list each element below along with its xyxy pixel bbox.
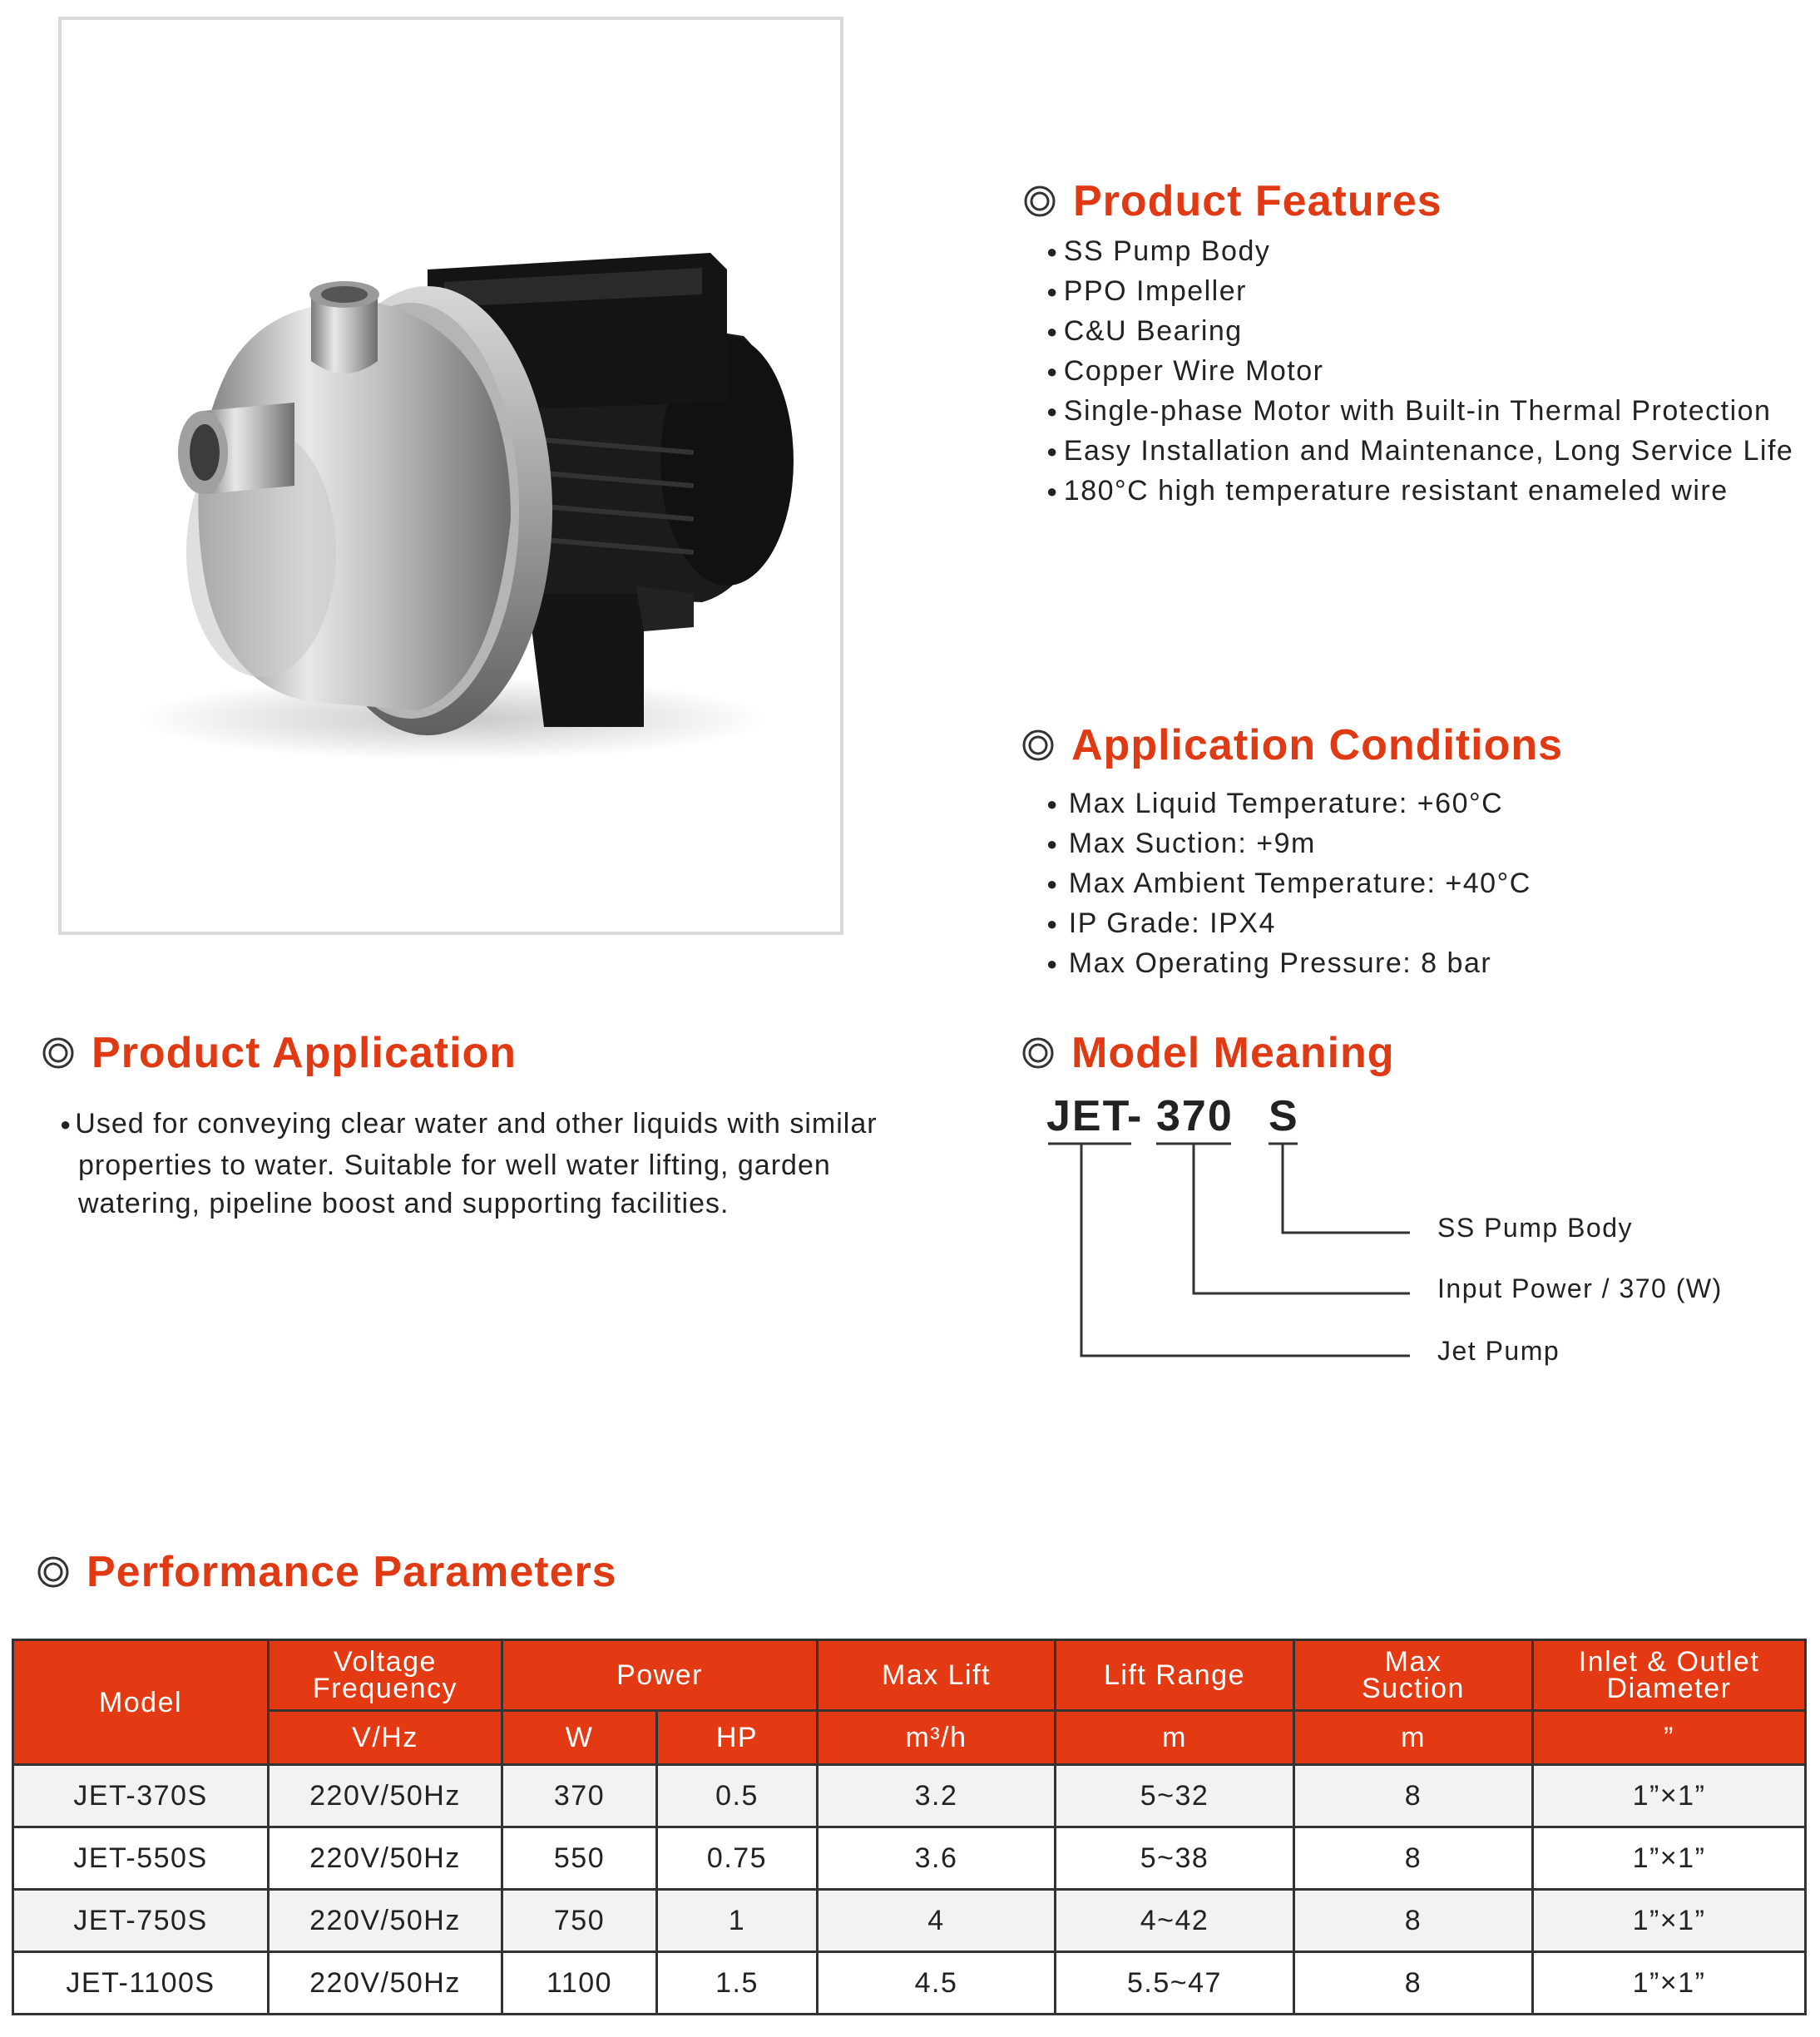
- feature-item: ● 180°C high temperature resistant enameled wire: [1046, 472, 1793, 512]
- cell-voltage: 220V/50Hz: [269, 1890, 502, 1952]
- cell-diameter: 1”×1”: [1533, 1827, 1806, 1890]
- header-max-suction: Max Suction: [1294, 1640, 1533, 1711]
- feature-item: ● C&U Bearing: [1046, 313, 1793, 353]
- cell-max-lift: 4.5: [818, 1952, 1056, 2015]
- cell-model: JET-370S: [13, 1765, 269, 1827]
- header-power: Power: [502, 1640, 818, 1711]
- model-meaning-connectors: [1040, 1140, 1422, 1364]
- double-circle-icon: [1023, 185, 1056, 218]
- application-text: [60, 1105, 878, 1223]
- application-title: Product Application: [91, 1029, 517, 1077]
- header-diameter: Inlet & Outlet Diameter: [1533, 1640, 1806, 1711]
- table-row: [13, 1890, 1806, 1952]
- model-meaning-heading: [1021, 1028, 1395, 1078]
- feature-item: ● SS Pump Body: [1046, 233, 1793, 273]
- cell-voltage: 220V/50Hz: [269, 1765, 502, 1827]
- cell-max-suction: 8: [1294, 1890, 1533, 1952]
- cell-power-hp: 1: [657, 1890, 818, 1952]
- double-circle-icon: [37, 1555, 70, 1589]
- application-line: properties to water. Suitable for well water lifting, garden: [78, 1150, 831, 1181]
- cell-model: JET-550S: [13, 1827, 269, 1890]
- cell-max-suction: 8: [1294, 1765, 1533, 1827]
- cell-lift-range: 4~42: [1056, 1890, 1294, 1952]
- cell-power-hp: 1.5: [657, 1952, 818, 2015]
- cell-power-hp: 0.5: [657, 1765, 818, 1827]
- double-circle-icon: [1021, 1036, 1055, 1070]
- cell-voltage: 220V/50Hz: [269, 1952, 502, 2015]
- unit-voltage: V/Hz: [269, 1711, 502, 1765]
- model-code-part-jet: JET: [1046, 1092, 1131, 1140]
- feature-item: ● Single-phase Motor with Built-in Thermal Protection: [1046, 393, 1793, 433]
- cell-max-suction: 8: [1294, 1952, 1533, 2015]
- header-model: Model: [13, 1640, 269, 1765]
- performance-table: [12, 1639, 1807, 2015]
- model-label-body: SS Pump Body: [1437, 1213, 1633, 1243]
- model-code-part-s: S: [1269, 1092, 1299, 1140]
- condition-item: ● Max Liquid Temperature: +60°C: [1046, 785, 1531, 825]
- pump-illustration: [62, 20, 840, 932]
- application-line: ● Used for conveying clear water and other liquids with similar: [60, 1108, 878, 1140]
- cell-diameter: 1”×1”: [1533, 1765, 1806, 1827]
- condition-item: ● Max Suction: +9m: [1046, 825, 1531, 865]
- cell-power-w: 750: [502, 1890, 657, 1952]
- conditions-title: Application Conditions: [1071, 721, 1564, 769]
- condition-item: ● IP Grade: IPX4: [1046, 905, 1531, 945]
- unit-power-hp: HP: [657, 1711, 818, 1765]
- header-lift-range: Lift Range: [1056, 1640, 1294, 1711]
- cell-lift-range: 5~32: [1056, 1765, 1294, 1827]
- cell-power-hp: 0.75: [657, 1827, 818, 1890]
- features-heading: [1023, 176, 1442, 226]
- unit-diameter: ”: [1533, 1711, 1806, 1765]
- table-row: [13, 1827, 1806, 1890]
- cell-max-lift: 4: [818, 1890, 1056, 1952]
- cell-lift-range: 5.5~47: [1056, 1952, 1294, 2015]
- header-max-lift: Max Lift: [818, 1640, 1056, 1711]
- application-heading: [42, 1028, 517, 1078]
- conditions-heading: [1021, 720, 1563, 770]
- double-circle-icon: [42, 1036, 75, 1070]
- unit-max-suction: m: [1294, 1711, 1533, 1765]
- feature-item: ● Copper Wire Motor: [1046, 353, 1793, 393]
- model-code-part-power: 370: [1156, 1092, 1234, 1140]
- condition-item: ● Max Operating Pressure: 8 bar: [1046, 945, 1531, 985]
- features-list: [1046, 233, 1793, 512]
- cell-max-lift: 3.6: [818, 1827, 1056, 1890]
- feature-item: ● Easy Installation and Maintenance, Long Service Life: [1046, 433, 1793, 472]
- cell-power-w: 550: [502, 1827, 657, 1890]
- cell-model: JET-750S: [13, 1890, 269, 1952]
- model-code-dash: -: [1127, 1092, 1144, 1140]
- header-voltage: Voltage Frequency: [269, 1640, 502, 1711]
- application-line: watering, pipeline boost and supporting facilities.: [78, 1188, 729, 1219]
- product-image-frame: [58, 17, 843, 935]
- performance-title: Performance Parameters: [87, 1548, 617, 1596]
- cell-diameter: 1”×1”: [1533, 1890, 1806, 1952]
- performance-heading: [37, 1547, 617, 1597]
- double-circle-icon: [1021, 729, 1055, 762]
- unit-max-lift: m³/h: [818, 1711, 1056, 1765]
- conditions-list: [1046, 785, 1531, 985]
- cell-max-suction: 8: [1294, 1827, 1533, 1890]
- cell-max-lift: 3.2: [818, 1765, 1056, 1827]
- features-title: Product Features: [1073, 177, 1442, 225]
- model-label-power: Input Power / 370 (W): [1437, 1273, 1723, 1303]
- table-row: [13, 1765, 1806, 1827]
- table-row: [13, 1952, 1806, 2015]
- model-meaning-title: Model Meaning: [1071, 1029, 1395, 1077]
- cell-lift-range: 5~38: [1056, 1827, 1294, 1890]
- unit-lift-range: m: [1056, 1711, 1294, 1765]
- model-label-type: Jet Pump: [1437, 1336, 1560, 1366]
- cell-model: JET-1100S: [13, 1952, 269, 2015]
- bullet-icon: ●: [60, 1114, 72, 1135]
- condition-item: ● Max Ambient Temperature: +40°C: [1046, 865, 1531, 905]
- cell-power-w: 1100: [502, 1952, 657, 2015]
- unit-power-w: W: [502, 1711, 657, 1765]
- feature-item: ● PPO Impeller: [1046, 273, 1793, 313]
- cell-diameter: 1”×1”: [1533, 1952, 1806, 2015]
- cell-voltage: 220V/50Hz: [269, 1827, 502, 1890]
- cell-power-w: 370: [502, 1765, 657, 1827]
